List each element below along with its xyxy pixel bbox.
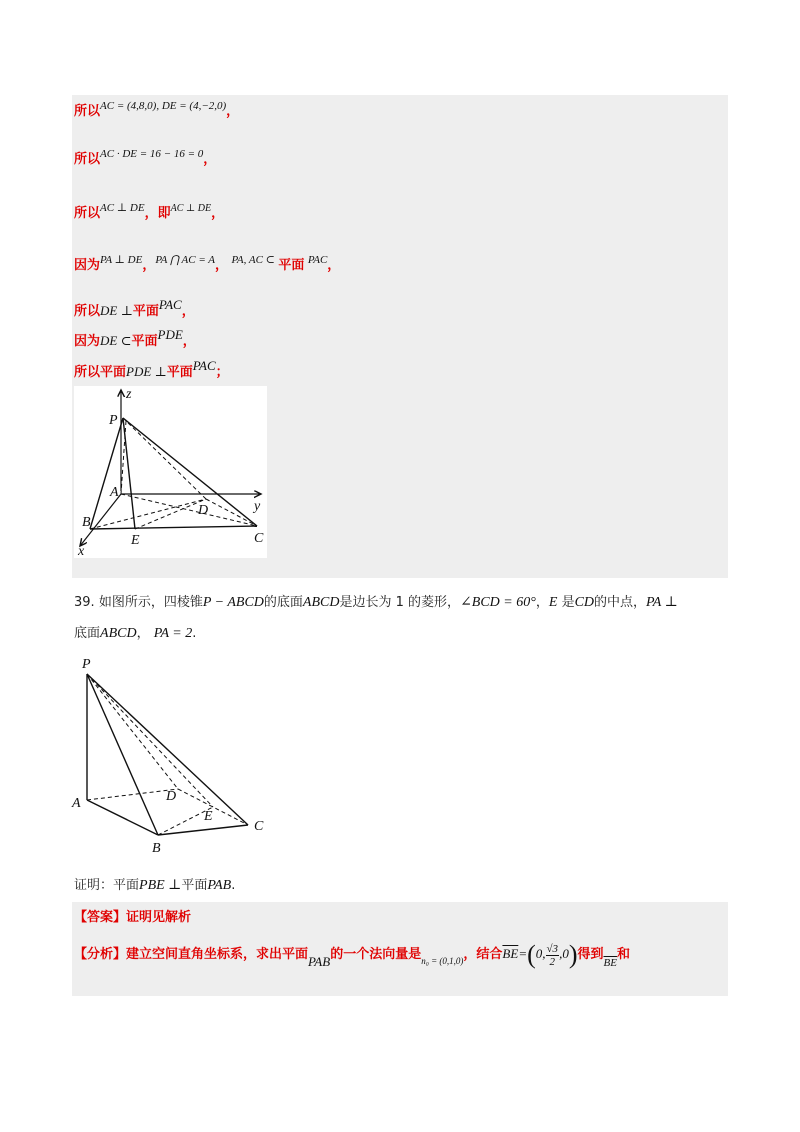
coordinate-pyramid-figure <box>74 386 267 558</box>
solution-line-2: 所以$^{AC \cdot DE = 16 - 16 = 0}$， <box>74 148 217 167</box>
solution-line-4: 因为$^{PA \perp DE}$，$^{PA ⋂ AC = A}$， $^{PA, AC \subset}$ 平面 $^{PAC}$， <box>74 254 341 273</box>
label-P: P <box>82 657 91 672</box>
label-C: C <box>254 531 264 546</box>
label-A: A <box>72 796 81 811</box>
coordinate-pyramid-svg <box>74 386 267 558</box>
answer-line: 【答案】证明见解析 <box>74 910 192 925</box>
analysis-line: 【分析】建立空间直角坐标系，求出平面PAB的一个法向量是$_{n_0 = (0,1,0)}$，结合$\overline{BE}=(0$, $\frac{√3}{2}$ ,0)得到$_{\overline{BE}}$和 <box>74 940 630 970</box>
label-B: B <box>152 841 161 856</box>
problem-39-line-2: 底面ABCD， PA = 2. <box>74 626 197 641</box>
solution-line-6: 因为DE ⊂平面PDE， <box>74 327 196 349</box>
label-B: B <box>82 515 91 530</box>
label-z: z <box>126 387 132 402</box>
label-E: E <box>131 533 140 548</box>
label-y: y <box>254 499 261 514</box>
solution-line-3: 所以$^{AC \perp DE}$，即$^{AC \perp DE}$， <box>74 202 225 221</box>
problem-39-line-1: 39. 如图所示，四棱锥P − ABCD的底面ABCD是边长为 1 的菱形，∠BCD = 60°，E 是CD的中点，PA ⊥ <box>74 595 678 610</box>
label-D: D <box>198 503 209 518</box>
solution-line-1: 所以$^{AC = (4,8,0), DE = (4,-2,0)}$， <box>74 100 240 119</box>
rhombus-pyramid-svg <box>70 652 280 858</box>
rhombus-pyramid-figure <box>70 652 280 858</box>
label-A: A <box>110 485 119 500</box>
label-D: D <box>166 789 177 804</box>
label-P: P <box>109 413 118 428</box>
solution-line-7: 所以平面PDE ⊥平面PAC； <box>74 358 229 380</box>
label-C: C <box>254 819 264 834</box>
label-E: E <box>204 809 213 824</box>
prove-statement: 证明：平面PBE ⊥平面PAB. <box>74 878 236 893</box>
label-x: x <box>78 544 85 558</box>
solution-line-5: 所以DE ⊥平面PAC， <box>74 297 195 319</box>
